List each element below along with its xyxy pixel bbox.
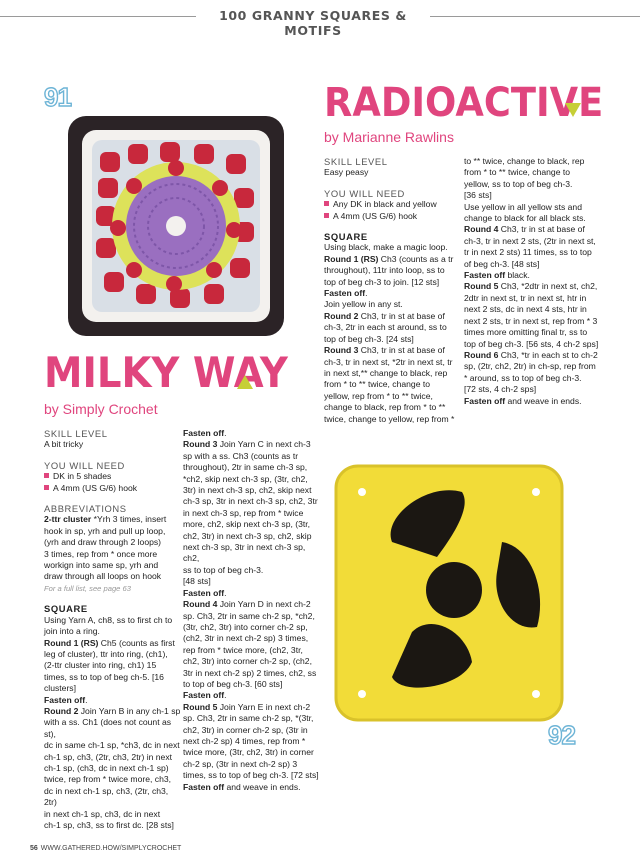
instruction-line: Fasten off. — [183, 587, 227, 598]
milky-way-column-left — [44, 428, 182, 831]
radioactive-title: RADIOACTIVE — [324, 80, 604, 126]
instruction-line: [36 sts] — [464, 190, 492, 201]
instruction-line: sp with a ss. Ch3 (counts as tr — [183, 450, 299, 461]
book-title: 100 GRANNY SQUARES & MOTIFS — [219, 8, 407, 38]
instruction-line: Round 1 (RS) Ch5 (counts as first — [44, 637, 175, 648]
instruction-line: *ch2, skip next ch-3 sp, (3tr, ch2, — [183, 473, 308, 484]
instruction-line: change to black for all black sts. — [464, 213, 586, 224]
milky-way-title: MILKY WAY — [44, 348, 288, 397]
running-header — [0, 6, 640, 38]
instruction-line: next ch-2 sp) 4 times, rep from * — [183, 735, 306, 746]
instruction-line: times, ss to top of beg ch-5. [16 — [44, 671, 164, 682]
skill-level: A bit tricky — [44, 439, 84, 450]
instruction-line: times more omitting final tr, ss to — [464, 327, 588, 338]
abbreviation-line: hook in sp, yrh and pull up loop, — [44, 525, 166, 536]
milky-way-byline: by Simply Crochet — [44, 401, 158, 417]
instruction-line: Fasten off and weave in ends. — [183, 781, 301, 792]
instruction-line: join into a ring. — [44, 626, 100, 637]
header-rule-left — [0, 16, 196, 17]
need-item: A 4mm (US G/6) hook — [44, 483, 182, 494]
abbreviation-line: (yrh and draw through 2 loops) — [44, 537, 162, 548]
instruction-line: (3tr, ch2, 3tr) into corner ch-2 sp, — [183, 621, 308, 632]
instruction-line: of beg ch-3. [48 sts] — [464, 258, 540, 269]
instruction-line: (ch2, 3tr in next ch-2 sp) 3 times, — [183, 633, 309, 644]
instruction-line: Fasten off. — [324, 288, 368, 299]
instruction-line: Use yellow in all yellow sts and — [464, 201, 582, 212]
instruction-line: twice, rep from * twice more, ch3, — [44, 774, 172, 785]
bullet-icon — [324, 201, 329, 206]
instruction-line: Using black, make a magic loop. — [324, 242, 448, 253]
need-item: DK in 5 shades — [44, 471, 182, 482]
instruction-line: Round 4 Ch3, tr in st at base of — [464, 224, 585, 235]
instructions-left — [324, 242, 462, 425]
instruction-line: from * to ** twice, change to — [464, 167, 571, 178]
title-triangle-icon — [237, 375, 253, 389]
header-rule-right — [430, 16, 640, 17]
instruction-line: ch-1 sp, ch3, ss to first dc. [28 sts] — [44, 820, 174, 830]
instruction-line: change to black, rep from * to ** — [324, 402, 446, 413]
instruction-line: next 2 sts, dc in next 4 sts, htr in — [464, 304, 587, 315]
instruction-line: Fasten off black. — [464, 270, 530, 281]
instruction-line: Fasten off. — [183, 428, 227, 438]
instruction-line: dc in next ch-1 sp, ch3, (2tr, ch3, 2tr) — [44, 785, 169, 808]
instruction-line: dc in same ch-1 sp, *ch3, dc in next — [44, 740, 180, 751]
instruction-line: sp, (2tr, ch2, 2tr) in ch-sp, rep from — [464, 361, 596, 372]
abbreviation-line: 3 times, rep from * once more — [44, 548, 158, 559]
radioactive-byline: by Marianne Rawlins — [324, 129, 454, 145]
bullet-icon — [44, 485, 49, 490]
instruction-line: to top of beg ch-3. [60 sts] — [183, 678, 283, 689]
instruction-line: top of beg ch-3. [24 sts] — [324, 333, 414, 344]
instruction-line: Round 5 Join Yarn E in next ch-2 — [183, 701, 311, 712]
pattern-number-91: 91 — [44, 82, 71, 112]
instruction-line: ch2, 3tr) into corner ch-2 sp, (ch2, — [183, 656, 312, 667]
instruction-line: 3tr) in next ch-3 sp, ch2, skip next — [183, 485, 312, 496]
instruction-line: Round 3 Join Yarn C in next ch-3 — [183, 439, 311, 450]
instruction-line: Round 2 Ch3, tr in st at base of — [324, 310, 445, 321]
instruction-line: ch-1 sp, ch3, (2tr, ch3, 2tr) in next — [44, 751, 173, 762]
instruction-line: Round 1 (RS) Ch3 (counts as a tr — [324, 253, 454, 264]
instruction-line: Round 4 Join Yarn D in next ch-2 — [183, 599, 311, 610]
instruction-line: * around, ss to top of beg ch-3. — [464, 372, 582, 383]
instruction-line: [48 sts] — [183, 576, 211, 587]
instruction-line: rep from * twice more, (ch2, 3tr, — [183, 644, 303, 655]
abbreviations-heading: ABBREVIATIONS — [44, 503, 127, 515]
instructions-middle — [183, 428, 323, 793]
page-number: 56 — [30, 845, 38, 852]
instruction-line: in next st,** change to black, rep — [324, 367, 448, 378]
instruction-line: ch-3 sp, 3tr in next ch-3 sp, ch2, 3tr — [183, 496, 318, 507]
instruction-line: top of beg ch-3. [56 sts, 4 ch-2 sps] — [464, 338, 599, 349]
instruction-line: more, ch2, skip next ch-3 sp, (3tr, — [183, 519, 311, 530]
instruction-line: [72 sts, 4 ch-2 sps] — [464, 384, 537, 395]
milky-way-column-middle — [183, 428, 323, 793]
instruction-line: Fasten off. — [44, 694, 88, 705]
instruction-line: twice more, (3tr, ch2, 3tr) in corner — [183, 747, 314, 758]
need-item: A 4mm (US G/6) hook — [324, 211, 462, 222]
instruction-line: leg of cluster), ttr into ring, (ch1), — [44, 648, 168, 659]
instruction-line: yellow, ss to top of beg ch-3. — [464, 178, 573, 189]
instruction-line: next ch-3 sp, 3tr in next ch-3 sp, ch2, — [183, 542, 306, 564]
skill-level: Easy peasy — [324, 167, 369, 178]
instructions-right — [464, 156, 614, 407]
page-footer — [30, 845, 181, 852]
need-heading: YOU WILL NEED — [324, 187, 405, 199]
need-heading: YOU WILL NEED — [44, 459, 125, 471]
need-item: Any DK in black and yellow — [324, 199, 462, 210]
title-triangle-icon — [565, 103, 581, 117]
instruction-line: from * to ** twice, change to — [324, 379, 431, 390]
instruction-line: Round 2 Join Yarn B in any ch-1 sp — [44, 705, 181, 716]
radioactive-square-image — [332, 462, 566, 724]
instructions-left — [44, 615, 182, 832]
instruction-line: in next ch-3 sp, rep from * twice — [183, 507, 304, 518]
instruction-line: 2dtr in next st, tr in next st, htr in — [464, 292, 587, 303]
instruction-line: Round 5 Ch3, *2dtr in next st, ch2, — [464, 281, 598, 292]
instruction-line: top of beg ch-3 to join. [12 sts] — [324, 276, 440, 287]
bullet-icon — [324, 213, 329, 218]
instruction-line: Join yellow in any st. — [324, 299, 403, 310]
milky-way-square-image — [64, 112, 288, 340]
instruction-line: Using Yarn A, ch8, ss to first ch to — [44, 614, 173, 625]
instruction-line: Fasten off and weave in ends. — [464, 395, 582, 406]
instruction-line: clusters] — [44, 683, 76, 694]
skill-heading: SKILL LEVEL — [324, 156, 388, 167]
pattern-number-92: 92 — [548, 720, 575, 750]
instruction-line: (2-ttr cluster into ring, ch1) 15 — [44, 660, 157, 671]
abbreviation-entry: 2-ttr cluster *Yrh 3 times, insert — [44, 514, 167, 525]
instruction-line: times, ss to top of beg ch-3. [72 sts] — [183, 770, 319, 781]
radioactive-column-right — [464, 156, 614, 407]
instruction-line: Round 3 Ch3, tr in st at base of — [324, 345, 445, 356]
square-heading: SQUARE — [44, 603, 88, 615]
instruction-line: ch2, 3tr) in corner ch-2 sp, (3tr in — [183, 724, 308, 735]
instruction-line: in next ch-1 sp, ch3, dc in next — [44, 808, 161, 819]
instruction-line: sp. Ch3, 2tr in same ch-2 sp, *(3tr, — [183, 713, 314, 724]
instruction-line: ss to top of beg ch-3. — [183, 564, 264, 575]
instruction-line: yellow, rep from * to ** twice, — [324, 390, 433, 401]
instruction-line: with a ss. Ch1 (does not count as st), — [44, 717, 172, 739]
instruction-line: ch2, 3tr) in next ch-3 sp, ch2, skip — [183, 530, 312, 541]
bullet-icon — [44, 473, 49, 478]
instruction-line: ch-3, tr in next 2 sts, (2tr in next st, — [464, 235, 596, 246]
see-also-link[interactable]: For a full list, see page 63 — [44, 583, 131, 593]
instruction-line: twice, change to yellow, rep from * — [324, 413, 455, 424]
instruction-line: 3tr in next ch-2 sp) 2 times, ch2, ss — [183, 667, 317, 678]
instruction-line: ch-3, 2tr in each st around, ss to — [324, 322, 447, 333]
instruction-line: throughout), 2tr in same ch-3 sp, — [183, 462, 308, 473]
instruction-line: to ** twice, change to black, rep — [464, 156, 585, 166]
instruction-line: tr in next 2 sts) 11 times, ss to top — [464, 247, 592, 258]
instruction-line: next 2 sts, tr in next st, rep from * 3 — [464, 315, 598, 326]
instruction-line: ch-3, tr in next st, *2tr in next st, tr — [324, 356, 453, 367]
website-link[interactable]: WWW.GATHERED.HOW/SIMPLYCROCHET — [40, 845, 182, 852]
instruction-line: sp. Ch3, 2tr in same ch-2 sp, *ch2, — [183, 610, 315, 621]
skill-heading: SKILL LEVEL — [44, 428, 108, 439]
square-heading: SQUARE — [324, 231, 368, 243]
instruction-line: ch-2 sp, (3tr in next ch-2 sp) 3 — [183, 758, 298, 769]
instruction-line: Round 6 Ch3, *tr in each st to ch-2 — [464, 349, 598, 360]
instruction-line: throughout), 11tr into loop, ss to — [324, 265, 445, 276]
abbreviation-line: draw through all loops on hook — [44, 571, 162, 582]
abbreviation-line: workign into same sp, yrh and — [44, 560, 159, 571]
instruction-line: Fasten off. — [183, 690, 227, 701]
instruction-line: ch-1 sp, (ch3, dc in next ch-1 sp) — [44, 762, 169, 773]
radioactive-column-left — [324, 156, 462, 425]
